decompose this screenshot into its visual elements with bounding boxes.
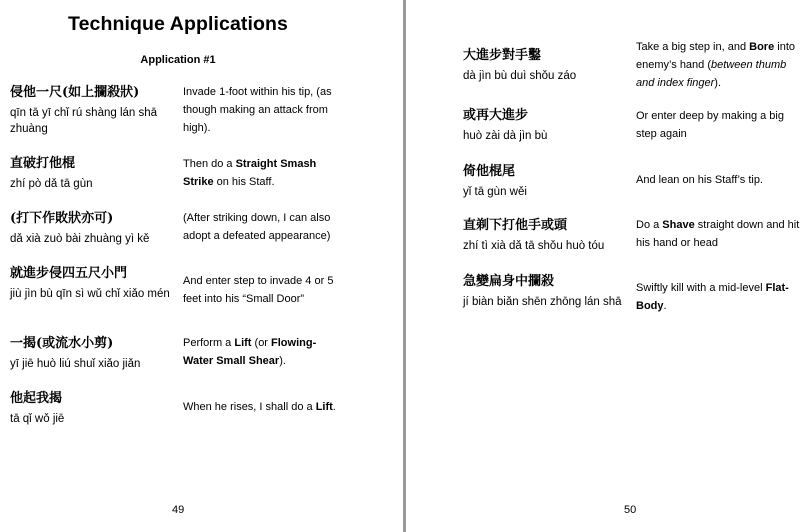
page-number: 50: [624, 504, 637, 516]
translation-text: [636, 279, 796, 315]
technique-name: Lift: [315, 401, 333, 413]
pinyin-text: huò zài dà jìn bù: [463, 130, 548, 142]
translation-text: [636, 171, 801, 189]
entry-chinese-block: [10, 390, 175, 427]
pinyin-text: zhí tì xià dǎ tā shǒu huò tóu: [463, 240, 605, 252]
translation-text: [183, 209, 351, 245]
translation-text: [183, 398, 363, 416]
translation-run: Invade 1-foot within his tip, (as though making an attack from high).: [183, 86, 332, 134]
pinyin-text: jiù jìn bù qīn sì wǔ chǐ xiǎo mén: [10, 288, 170, 300]
entry-chinese-block: [10, 155, 175, 192]
translation-run: straight down and hit his hand or head: [636, 219, 800, 249]
technique-name: Bore: [749, 41, 775, 53]
pinyin-text: yī jiē huò liú shuǐ xiǎo jiǎn: [10, 358, 141, 370]
translation-run: (or: [251, 337, 272, 349]
pinyin-text: qīn tā yī chǐ rú shàng lán shā zhuàng: [10, 107, 158, 135]
translation-text: [183, 272, 343, 308]
pinyin-text: dǎ xià zuò bài zhuàng yì kě: [10, 233, 150, 245]
technique-name: Flowing-Water Small Shear: [183, 337, 317, 367]
entry-chinese-block: [463, 217, 633, 254]
translation-run: When he rises, I shall do a: [183, 401, 316, 413]
translation-run: And enter step to invade 4 or 5 feet into his “Small Door”: [183, 275, 334, 305]
translation-run: Swiftly kill with a mid-level: [636, 282, 766, 294]
pinyin-text: dà jìn bù duì shǒu záo: [463, 70, 577, 82]
page-number: 49: [172, 504, 185, 516]
application-subtitle: Application #1: [140, 54, 216, 66]
translation-run: .: [663, 300, 667, 312]
translation-run: Take a big step in, and: [636, 41, 750, 53]
entry-chinese-block: [10, 210, 175, 247]
technique-name: Shave: [662, 219, 695, 231]
translation-run: ).: [714, 77, 722, 89]
chinese-text: 侵他一尺(如上攔殺狀): [10, 85, 140, 100]
chinese-text: 就進步侵四五尺小門: [10, 266, 128, 281]
technique-name: Lift: [234, 337, 252, 349]
entry-chinese-block: [463, 47, 633, 84]
entry-chinese-block: [10, 265, 175, 302]
pinyin-text: yǐ tā gùn wěi: [463, 186, 527, 198]
emphasis-text: between thumb and index finger: [636, 59, 787, 89]
chinese-text: 或再大進步: [463, 108, 529, 123]
translation-run: Or enter deep by making a big step again: [636, 110, 784, 140]
pinyin-text: zhí pò dǎ tā gùn: [10, 178, 93, 190]
entry-chinese-block: [10, 335, 175, 372]
entry-chinese-block: [463, 107, 633, 144]
translation-run: Perform a: [183, 337, 235, 349]
chinese-text: 倚他棍尾: [463, 164, 516, 179]
translation-text: [183, 155, 343, 191]
translation-run: (After striking down, I can also adopt a defeated appearance): [183, 212, 331, 242]
chinese-text: 急變扁身中攔殺: [463, 274, 555, 289]
page-title: Technique Applications: [68, 13, 288, 35]
entry-chinese-block: [463, 273, 633, 310]
right-page: [406, 0, 808, 532]
entry-chinese-block: [463, 163, 633, 200]
translation-run: .: [332, 401, 336, 413]
left-page: [0, 0, 403, 532]
translation-run: And lean on his Staff’s tip.: [636, 174, 763, 186]
chinese-text: 一揭(或流水小剪): [10, 336, 114, 351]
chinese-text: 直剃下打他手或頭: [463, 218, 568, 233]
technique-name: Straight Smash Strike: [183, 158, 317, 188]
chinese-text: 大進步對手鑿: [463, 48, 542, 63]
chinese-text: (打下作敗狀亦可): [10, 211, 114, 226]
translation-run: Do a: [636, 219, 663, 231]
translation-text: [636, 216, 801, 252]
entry-chinese-block: [10, 84, 175, 137]
chinese-text: 他起我揭: [10, 391, 63, 406]
chinese-text: 直破打他棍: [10, 156, 76, 171]
translation-run: into enemy’s hand (: [636, 41, 795, 71]
translation-text: [183, 334, 343, 370]
pinyin-text: jí biàn biǎn shēn zhōng lán shā: [463, 296, 622, 308]
translation-text: [636, 38, 801, 92]
pinyin-text: tā qǐ wǒ jiē: [10, 413, 65, 425]
translation-run: Then do a: [183, 158, 236, 170]
translation-run: on his Staff.: [213, 176, 275, 188]
translation-text: [636, 107, 801, 143]
technique-name: Flat-Body: [636, 282, 789, 312]
translation-text: [183, 83, 351, 137]
translation-run: ).: [279, 355, 286, 367]
